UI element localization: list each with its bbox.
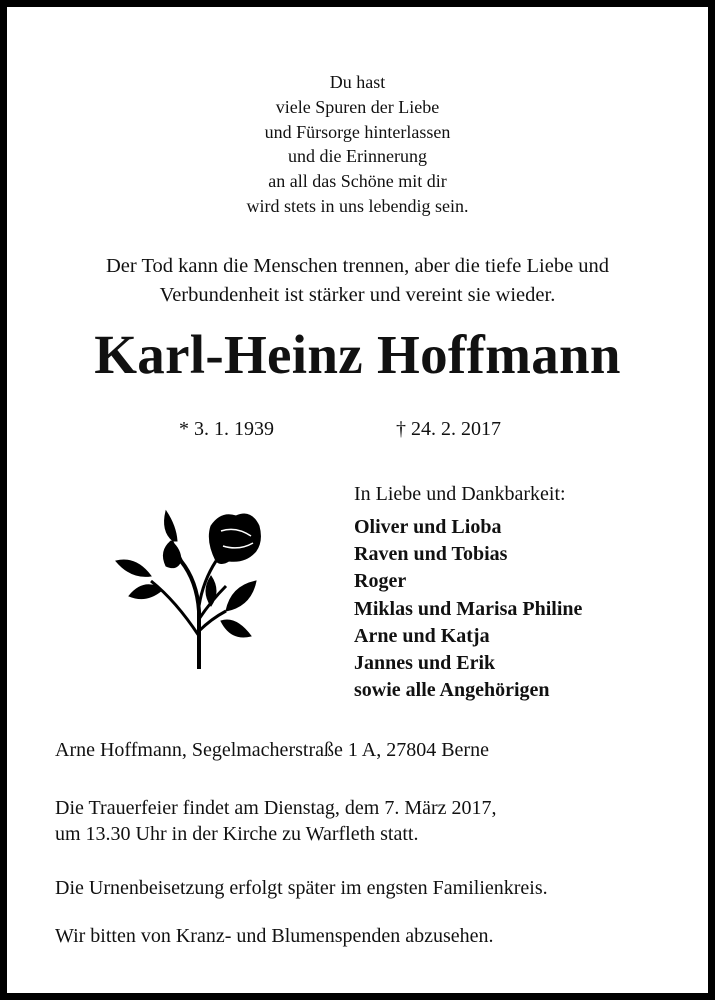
poem xyxy=(7,70,708,219)
poem-line: wird stets in uns lebendig sein. xyxy=(246,195,469,216)
poem-line: Du hast xyxy=(329,72,386,92)
mourner: sowie alle Angehörigen xyxy=(354,679,550,702)
address: Arne Hoffmann, Segelmacherstraße 1 A, 27804 Berne xyxy=(55,739,489,761)
mourner: Raven und Tobias xyxy=(354,543,508,566)
flower-request: Wir bitten von Kranz- und Blumenspenden abzusehen. xyxy=(55,925,494,947)
poem-line: an all das Schöne mit dir xyxy=(268,171,447,192)
quote xyxy=(7,252,708,309)
mourners-list xyxy=(354,514,582,704)
notice-frame xyxy=(7,7,708,993)
mourner: Oliver und Lioba xyxy=(354,516,502,538)
ceremony-line: Die Trauerfeier findet am Dienstag, dem 7. März 2017, xyxy=(55,797,497,819)
poem-line: und Fürsorge hinterlassen xyxy=(264,121,451,142)
quote-line: Der Tod kann die Menschen trennen, aber die tiefe Liebe und xyxy=(105,255,610,277)
birth-date: * 3. 1. 1939 xyxy=(179,418,274,440)
poem-line: und die Erinnerung xyxy=(288,146,427,167)
death-date: † 24. 2. 2017 xyxy=(396,418,501,440)
ceremony-info xyxy=(55,795,497,847)
mourner: Jannes und Erik xyxy=(354,652,496,675)
mourner: Roger xyxy=(354,570,407,593)
quote-line: Verbundenheit ist stärker und vereint sie wieder. xyxy=(159,283,556,306)
burial-info: Die Urnenbeisetzung erfolgt später im engsten Familienkreis. xyxy=(55,877,548,899)
poem-line: viele Spuren der Liebe xyxy=(275,96,440,117)
gratitude-heading: In Liebe und Dankbarkeit: xyxy=(354,483,566,505)
rose-icon xyxy=(111,501,271,671)
deceased-name: Karl-Heinz Hoffmann xyxy=(94,324,621,385)
mourner: Arne und Katja xyxy=(354,624,490,647)
ceremony-line: um 13.30 Uhr in der Kirche zu Warfleth statt. xyxy=(55,823,419,845)
mourner: Miklas und Marisa Philine xyxy=(354,597,583,620)
